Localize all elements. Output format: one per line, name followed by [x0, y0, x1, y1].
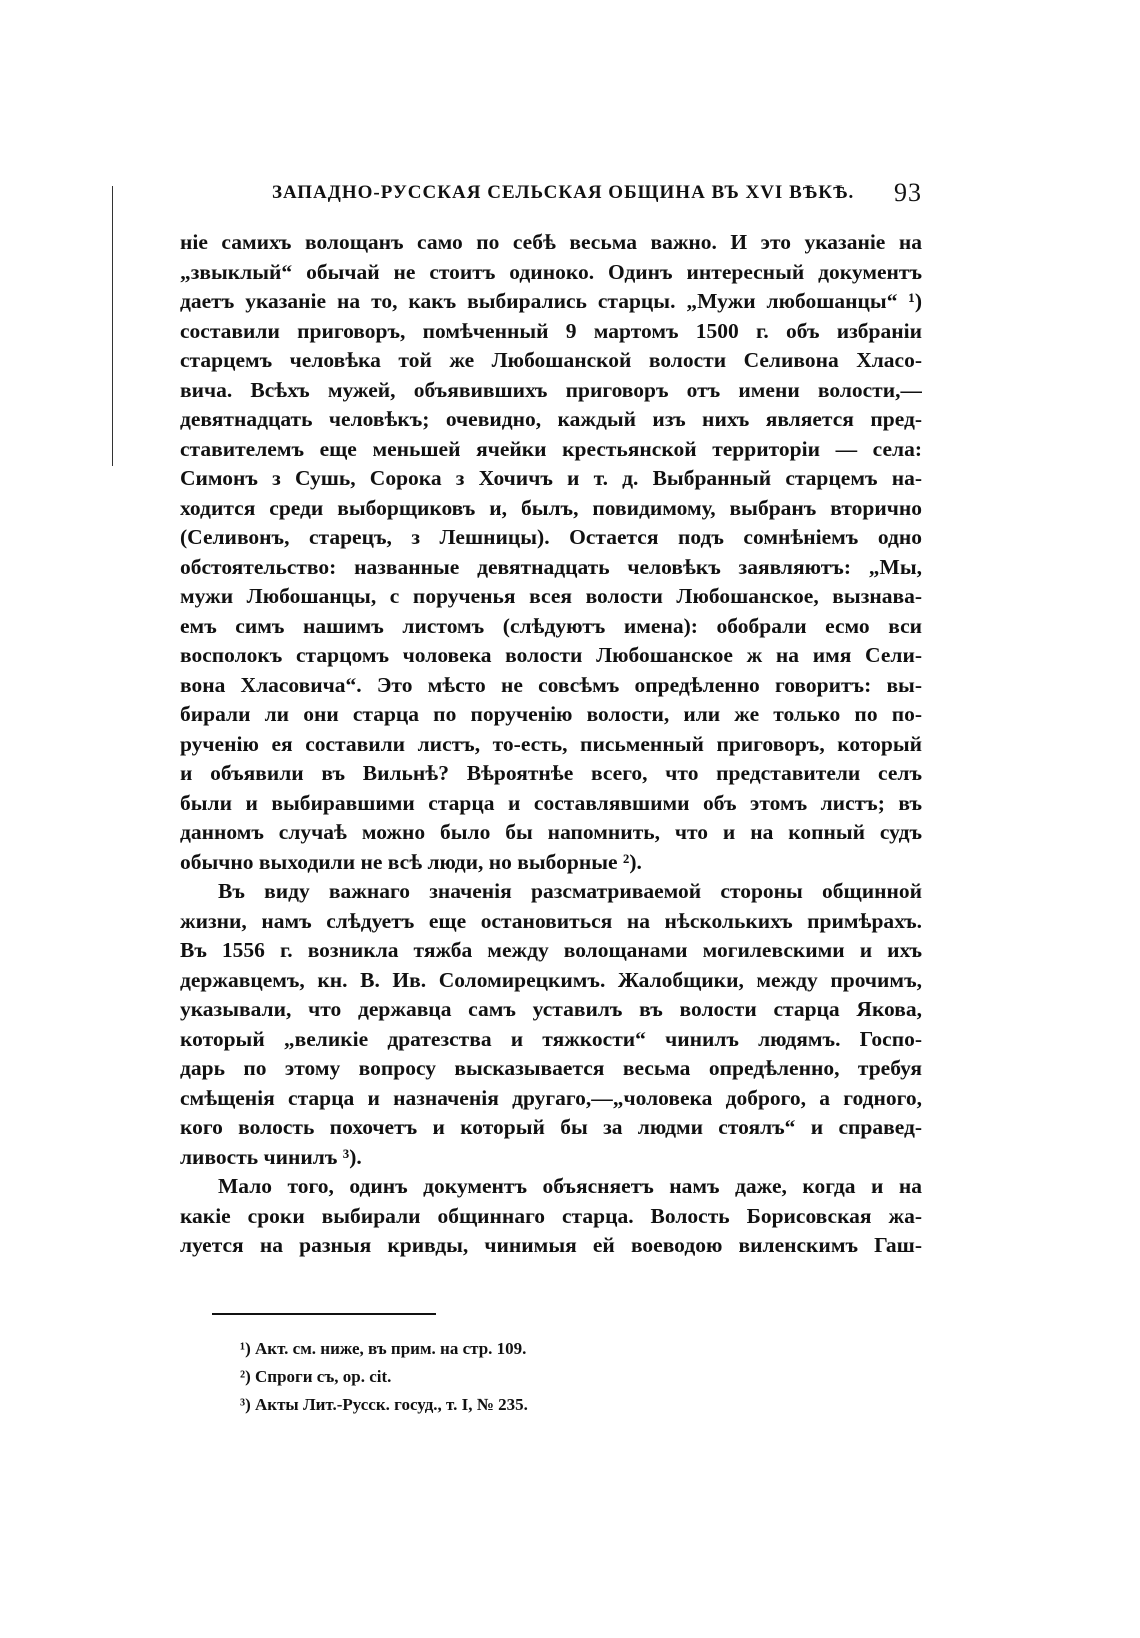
text-line: который „великіе дратезства и тяжкости“ чинилъ людямъ. Госпо- [180, 1026, 922, 1051]
text-line: были и выбиравшими старца и составлявшими объ этомъ листъ; въ [180, 790, 922, 815]
text-line: данномъ случаѣ можно было бы напомнить, что и на копный судъ [180, 820, 922, 844]
text-line: восполокъ старцомъ чоловека волости Любошанское ж на имя Сели- [180, 643, 922, 667]
text-line: ливость чинилъ ³). [180, 1144, 362, 1169]
text-line: ходится среди выборщиковъ и, былъ, повидимому, выбранъ вторично [180, 495, 922, 520]
text-line: Симонъ з Сушь, Сорока з Хочичъ и т. д. Выбранный старцемъ на- [180, 466, 922, 490]
page-header [272, 178, 922, 208]
text-line: какіе сроки выбирали общиннаго старца. Волость Борисовская жа- [180, 1203, 922, 1228]
page-number: 93 [894, 178, 922, 207]
text-line: старцемъ человѣка той же Любошанской волости Селивона Хласо- [180, 348, 922, 372]
text-line: указывали, что державца самъ уставилъ въ волости старца Якова, [180, 997, 922, 1021]
text-line: Въ виду важнаго значенія разсматриваемой стороны общинной [218, 879, 922, 903]
footnote: ²) Спроги съ, op. cit. [240, 1367, 392, 1386]
text-line: даетъ указаніе на то, какъ выбирались старцы. „Мужи любошанцы“ ¹) [180, 289, 922, 313]
margin-rule [112, 186, 113, 466]
text-line: державцемъ, кн. В. Ив. Соломирецкимъ. Жалобщики, между прочимъ, [180, 967, 922, 992]
text-line: обычно выходили не всѣ люди, но выборные ²). [180, 849, 642, 874]
text-line: вича. Всѣхъ мужей, объявившихъ приговоръ отъ имени волости,— [180, 377, 922, 402]
text-line: Въ 1556 г. возникла тяжба между волощанами могилевскими и ихъ [180, 938, 922, 962]
text-line: „звыклый“ обычай не стоитъ одиноко. Одинъ интересный документъ [180, 259, 922, 284]
footnote-divider [212, 1313, 436, 1315]
body-text [180, 228, 922, 1261]
text-line: жизни, намъ слѣдуетъ еще остановиться на нѣсколькихъ примѣрахъ. [180, 908, 922, 933]
text-line: ніе самихъ волощанъ само по себѣ весьма важно. И это указаніе на [180, 230, 922, 254]
text-line: составили приговоръ, помѣченный 9 мартомъ 1500 г. объ избраніи [180, 318, 922, 343]
text-line: (Селивонъ, старецъ, з Лешницы). Остается подъ сомнѣніемъ одно [180, 525, 922, 549]
running-title: ЗАПАДНО-РУССКАЯ СЕЛЬСКАЯ ОБЩИНА ВЪ XVI ВѢКѢ. [272, 182, 855, 203]
text-line: кого волость похочетъ и который бы за людми стоялъ“ и справед- [180, 1115, 922, 1139]
text-line: девятнадцать человѣкъ; очевидно, каждый изъ нихъ является пред- [180, 407, 922, 431]
text-line: вона Хласовича“. Это мѣсто не совсѣмъ опредѣленно говоритъ: вы- [180, 672, 922, 697]
footnote: ¹) Акт. см. ниже, въ прим. на стр. 109. [240, 1339, 527, 1358]
text-line: и объявили въ Вильнѣ? Вѣроятнѣе всего, что представители селъ [180, 761, 922, 785]
text-line: Мало того, одинъ документъ объясняетъ намъ даже, когда и на [218, 1174, 922, 1198]
text-line: рученію ея составили листъ, то-есть, письменный приговоръ, который [180, 731, 922, 756]
text-line: смѣщенія старца и назначенія другаго,—„чоловека доброго, а годного, [180, 1085, 922, 1110]
footnotes [240, 1335, 840, 1419]
text-line: дарь по этому вопросу высказывается весьма опредѣленно, требуя [180, 1056, 922, 1080]
text-line: ставителемъ еще меньшей ячейки крестьянской территоріи — села: [180, 436, 922, 461]
text-line: мужи Любошанцы, с порученья всея волости Любошанское, вызнава- [180, 584, 922, 608]
footnote: ³) Акты Лит.-Русск. госуд., т. I, № 235. [240, 1395, 528, 1414]
text-line: обстоятельство: названные девятнадцать человѣкъ заявляютъ: „Мы, [180, 554, 922, 579]
text-line: емъ симъ нашимъ листомъ (слѣдуютъ имена): обобрали есмо вси [180, 613, 922, 638]
text-line: луется на разныя кривды, чинимыя ей воеводою виленскимъ Гаш- [180, 1233, 922, 1257]
text-line: бирали ли они старца по порученію волости, или же только по по- [180, 702, 922, 726]
